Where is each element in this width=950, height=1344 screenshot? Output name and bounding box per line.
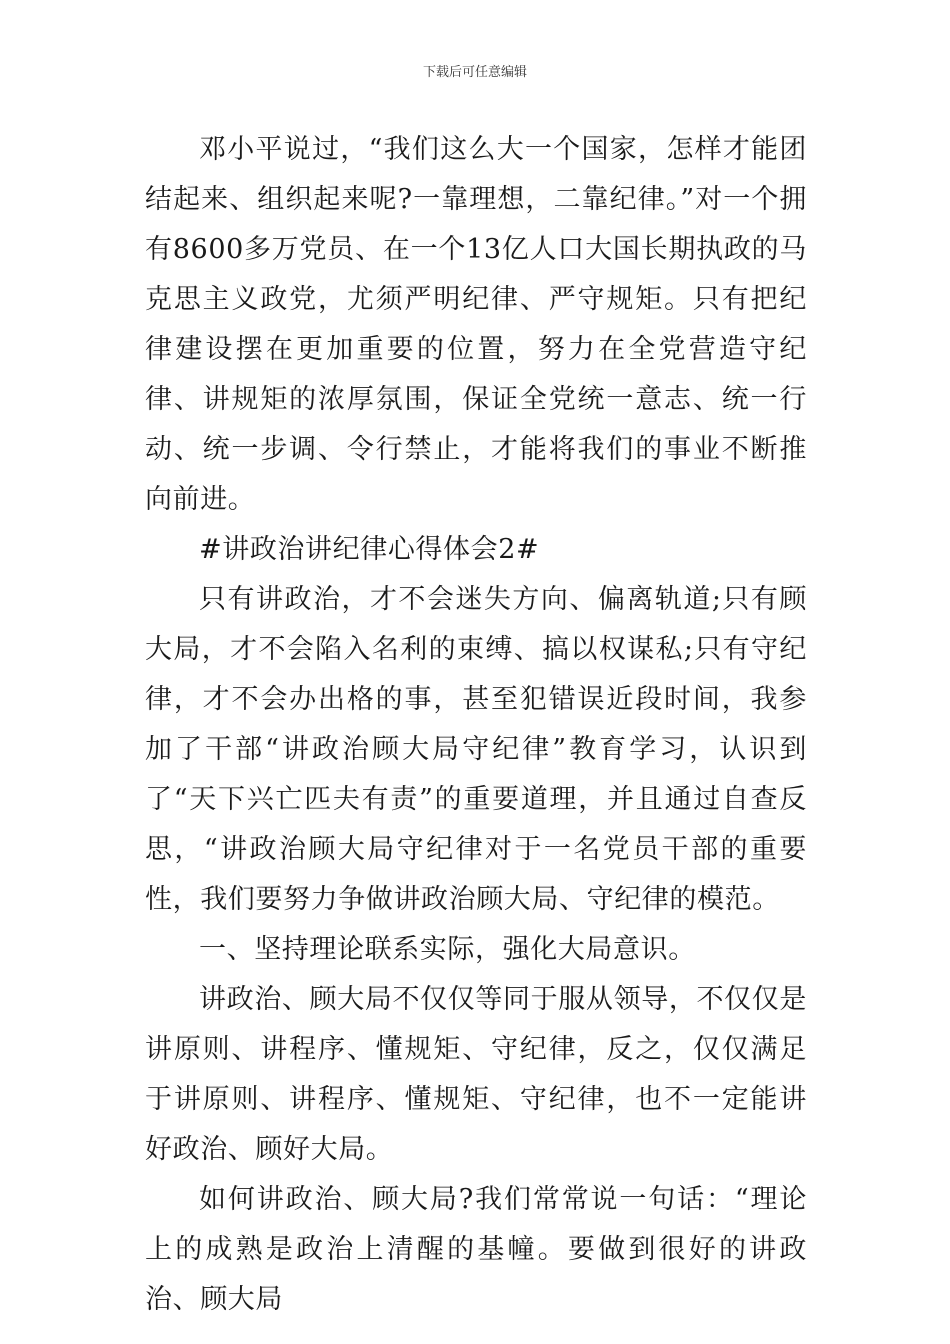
paragraph-politics-overall: 只有讲政治，才不会迷失方向、偏离轨道;只有顾大局，才不会陷入名利的束缚、搞以权谋私;只有守纪律，才不会办出格的事，甚至犯错误近段时间，我参加了干部“讲政治顾大局守纪律”教育学习，认识到了“天下兴亡匹夫有责”的重要道理，并且通过自查反思，“讲政治顾大局守纪律对于一名党员干部的重要性，我们要努力争做讲政治顾大局、守纪律的模范。 <box>145 584 807 915</box>
paragraph-deng-xiaoping-quote: 邓小平说过，“我们这么大一个国家，怎样才能团结起来、组织起来呢?一靠理想，二靠纪律。”对一个拥有8600多万党员、在一个13亿人口大国长期执政的马克思主义政党，尤须严明纪律、严守规矩。只有把纪律建设摆在更加重要的位置，努力在全党营造守纪律、讲规矩的浓厚氛围，保证全党统一意志、统一行动、统一步调、令行禁止，才能将我们的事业不断推向前进。 <box>145 134 807 515</box>
document-body <box>145 125 807 1325</box>
section-heading-2: #讲政治讲纪律心得体会2# <box>199 534 540 565</box>
paragraph-how-to: 如何讲政治、顾大局?我们常常说一句话：“理论上的成熟是政治上清醒的基幢。要做到很好的讲政治、顾大局 <box>145 1184 807 1315</box>
page-header: 下载后可任意编辑 <box>422 65 527 80</box>
subheading-theory-practice: 一、坚持理论联系实际，强化大局意识。 <box>199 934 696 965</box>
paragraph-not-only-obedience: 讲政治、顾大局不仅仅等同于服从领导，不仅仅是讲原则、讲程序、懂规矩、守纪律，反之，仅仅满足于讲原则、讲程序、懂规矩、守纪律，也不一定能讲好政治、顾好大局。 <box>145 984 807 1165</box>
